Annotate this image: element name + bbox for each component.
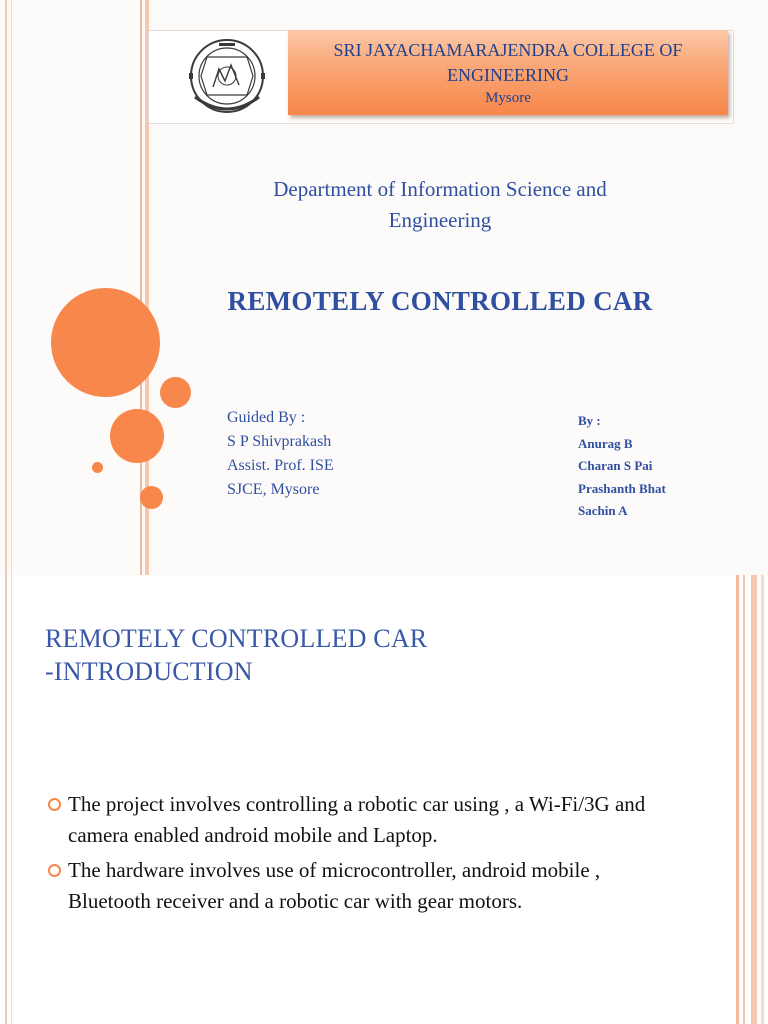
department-name: Department of Information Science and Engineering [273,177,607,232]
decorative-circle-medium [110,409,164,463]
decorative-circle [140,486,163,509]
decorative-line [736,575,739,1024]
guide-heading: Guided By : [227,409,306,426]
decorative-line [751,575,757,1024]
guide-designation: Assist. Prof. ISE [227,457,334,474]
introduction-slide [0,575,768,1024]
decorative-line [5,575,7,1024]
list-item [45,789,685,851]
authors-block [578,410,666,523]
college-city: Mysore [485,90,531,106]
decorative-line [11,0,12,575]
college-logo [167,35,287,117]
guide-name: S P Shivprakash [227,433,332,450]
ring-bullet-icon [48,798,61,811]
list-item [45,855,685,917]
introduction-title [45,622,565,688]
author-name: Charan S Pai [578,458,653,473]
bullet-list [45,789,685,921]
slide-title: REMOTELY CONTROLLED CAR [227,286,653,316]
college-emblem-icon [167,35,287,117]
decorative-circle [160,377,191,408]
bullet-text: The project involves controlling a robotic car using , a Wi-Fi/3G and camera enabled android mobile and Laptop. [68,792,646,847]
introduction-title-line: REMOTELY CONTROLLED CAR [45,624,428,653]
author-name: Sachin A [578,503,628,518]
decorative-line [5,0,7,575]
decorative-circle-large [51,288,160,397]
author-name: Anurag B [578,435,633,451]
header-banner [288,30,728,115]
decorative-line [761,575,764,1024]
decorative-circle-small [92,462,103,473]
author-name: Prashanth Bhat [578,480,666,496]
introduction-title-line: -INTRODUCTION [45,657,253,686]
authors-heading: By : [578,413,601,428]
decorative-line [11,575,12,1024]
ring-bullet-icon [48,864,61,877]
guide-block [227,406,334,502]
guide-affiliation: SJCE, Mysore [227,481,320,498]
college-name: SRI JAYACHAMARAJENDRA COLLEGE OF ENGINEERING [333,40,683,85]
bullet-text: The hardware involves use of microcontroller, android mobile , Bluetooth receiver and a robotic car with gear motors. [68,858,601,913]
decorative-line [140,0,142,575]
decorative-line [743,575,745,1024]
